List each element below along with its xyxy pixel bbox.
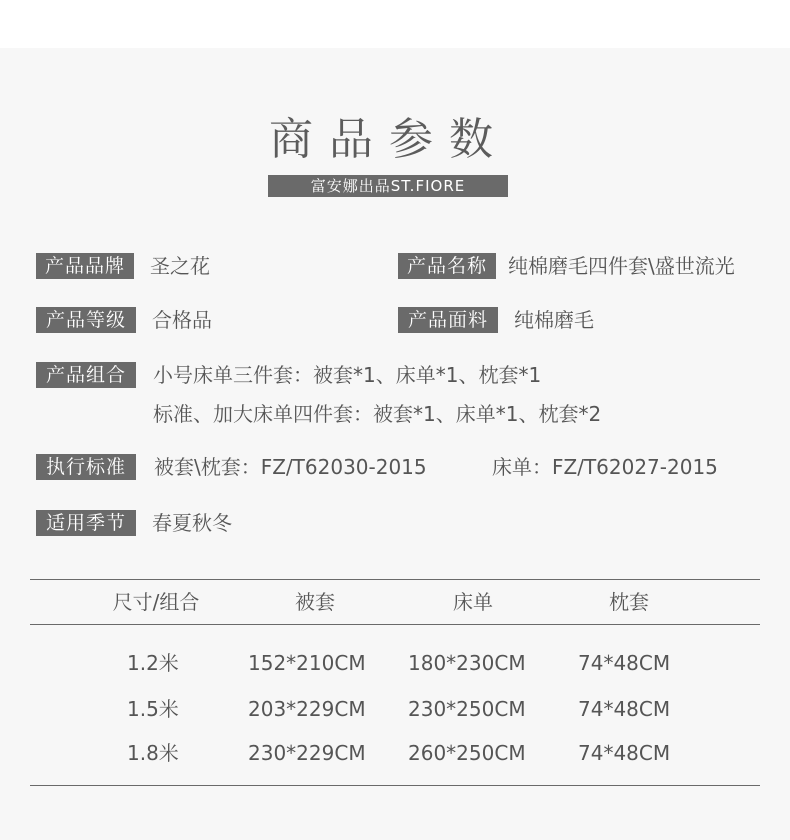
table-row-2-sheet: 230*250CM (408, 697, 526, 721)
standard-value-sheet: 床单：FZ/T62027-2015 (492, 455, 718, 479)
table-row-1-quilt: 152*210CM (248, 651, 366, 675)
table-row-2-pillow: 74*48CM (578, 697, 671, 721)
table-row-3-pillow: 74*48CM (578, 741, 671, 765)
brand-subtitle: 富安娜出品ST.FIORE (268, 175, 508, 197)
table-header-sheet: 床单 (453, 590, 493, 614)
table-header-rule (30, 624, 760, 625)
table-row-2-size: 1.5米 (127, 697, 179, 721)
grade-label: 产品等级 (36, 307, 136, 333)
standard-label: 执行标准 (36, 454, 136, 480)
table-header-quilt: 被套 (295, 590, 335, 614)
table-row-3-size: 1.8米 (127, 741, 179, 765)
table-row-1-sheet: 180*230CM (408, 651, 526, 675)
fabric-value: 纯棉磨毛 (514, 308, 594, 332)
product-name-value: 纯棉磨毛四件套\盛世流光 (508, 254, 735, 278)
brand-label: 产品品牌 (36, 253, 134, 279)
season-value: 春夏秋冬 (152, 511, 232, 535)
page-title: 商品参数 (269, 114, 509, 165)
brand-value: 圣之花 (150, 254, 210, 278)
table-row-1-pillow: 74*48CM (578, 651, 671, 675)
combo-label: 产品组合 (36, 362, 136, 388)
season-label: 适用季节 (36, 510, 136, 536)
grade-value: 合格品 (152, 308, 212, 332)
fabric-label: 产品面料 (398, 307, 498, 333)
top-band (0, 0, 790, 48)
table-row-3-quilt: 230*229CM (248, 741, 366, 765)
table-header-size: 尺寸/组合 (112, 590, 200, 614)
table-bottom-rule (30, 785, 760, 786)
table-row-2-quilt: 203*229CM (248, 697, 366, 721)
combo-line-1: 小号床单三件套：被套*1、床单*1、枕套*1 (153, 363, 542, 387)
table-top-rule (30, 579, 760, 580)
product-name-label: 产品名称 (398, 253, 496, 279)
table-header-pillow: 枕套 (609, 590, 649, 614)
table-row-1-size: 1.2米 (127, 651, 179, 675)
combo-line-2: 标准、加大床单四件套：被套*1、床单*1、枕套*2 (153, 402, 602, 426)
table-row-3-sheet: 260*250CM (408, 741, 526, 765)
standard-value-quilt: 被套\枕套：FZ/T62030-2015 (154, 455, 427, 479)
